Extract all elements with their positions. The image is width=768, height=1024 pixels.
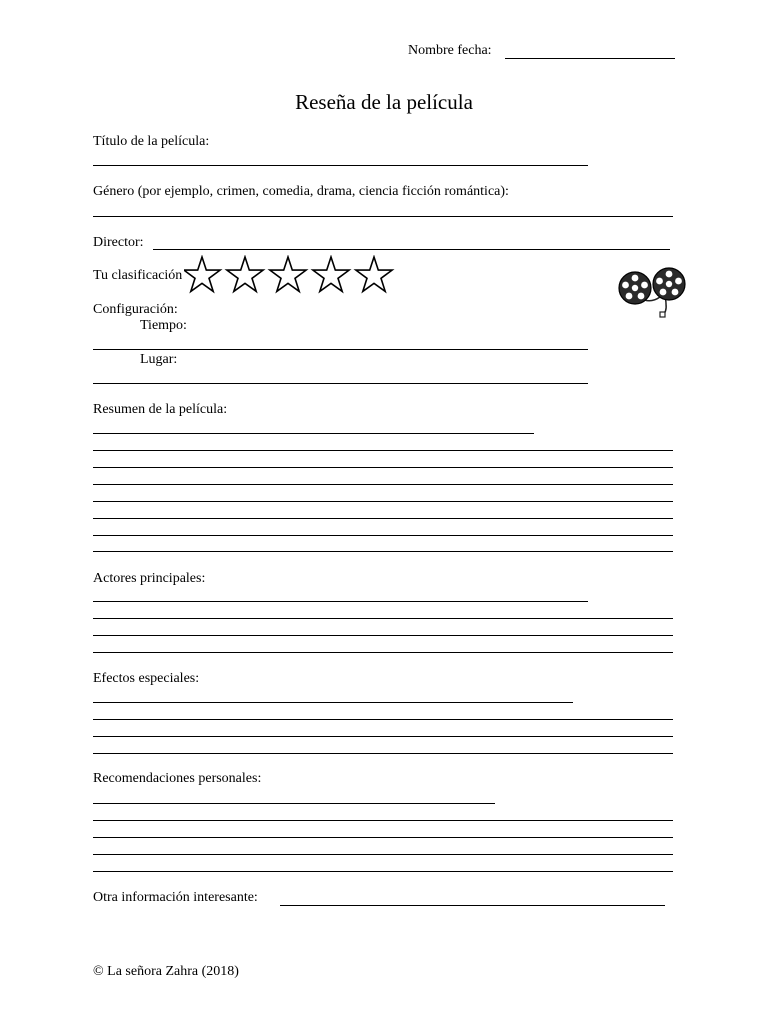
place-label: Lugar: — [140, 352, 178, 367]
genre-line[interactable] — [93, 216, 673, 217]
recommendations-line[interactable] — [93, 837, 673, 838]
star-icon — [356, 257, 392, 291]
rating-label: Tu clasificación — [93, 268, 183, 283]
star-icon — [227, 257, 263, 291]
name-date-line[interactable] — [505, 58, 675, 59]
time-line[interactable] — [93, 349, 588, 350]
effects-line[interactable] — [93, 753, 673, 754]
page-title: Reseña de la película — [295, 90, 473, 114]
summary-line[interactable] — [93, 518, 673, 519]
film-reel-icon — [616, 264, 692, 320]
place-line[interactable] — [93, 383, 588, 384]
summary-line[interactable] — [93, 501, 673, 502]
setting-label: Configuración: — [93, 302, 178, 317]
summary-line[interactable] — [93, 484, 673, 485]
effects-label: Efectos especiales: — [93, 671, 200, 686]
star-icon — [270, 257, 306, 291]
summary-line[interactable] — [93, 551, 673, 552]
summary-line[interactable] — [93, 467, 673, 468]
other-info-line[interactable] — [280, 905, 665, 906]
genre-label: Género (por ejemplo, crimen, comedia, drama, ciencia ficción romántica): — [93, 184, 509, 199]
recommendations-line[interactable] — [93, 803, 495, 804]
recommendations-line[interactable] — [93, 854, 673, 855]
effects-line[interactable] — [93, 736, 673, 737]
director-line[interactable] — [153, 249, 670, 250]
summary-line[interactable] — [93, 433, 534, 434]
rating-stars[interactable] — [184, 255, 399, 297]
copyright-footer: © La señora Zahra (2018) — [93, 964, 239, 979]
actors-line[interactable] — [93, 652, 673, 653]
recommendations-line[interactable] — [93, 820, 673, 821]
effects-line[interactable] — [93, 702, 573, 703]
summary-line[interactable] — [93, 450, 673, 451]
other-info-label: Otra información interesante: — [93, 890, 258, 905]
actors-line[interactable] — [93, 618, 673, 619]
star-icon — [313, 257, 349, 291]
name-date-label: Nombre fecha: — [408, 43, 492, 58]
movie-title-label: Título de la película: — [93, 134, 210, 149]
recommendations-line[interactable] — [93, 871, 673, 872]
effects-line[interactable] — [93, 719, 673, 720]
movie-title-line[interactable] — [93, 165, 588, 166]
actors-label: Actores principales: — [93, 571, 206, 586]
recommendations-label: Recomendaciones personales: — [93, 771, 262, 786]
actors-line[interactable] — [93, 635, 673, 636]
summary-label: Resumen de la película: — [93, 402, 228, 417]
time-label: Tiempo: — [140, 318, 187, 333]
star-icon — [184, 257, 220, 291]
director-label: Director: — [93, 235, 144, 250]
actors-line[interactable] — [93, 601, 588, 602]
summary-line[interactable] — [93, 535, 673, 536]
